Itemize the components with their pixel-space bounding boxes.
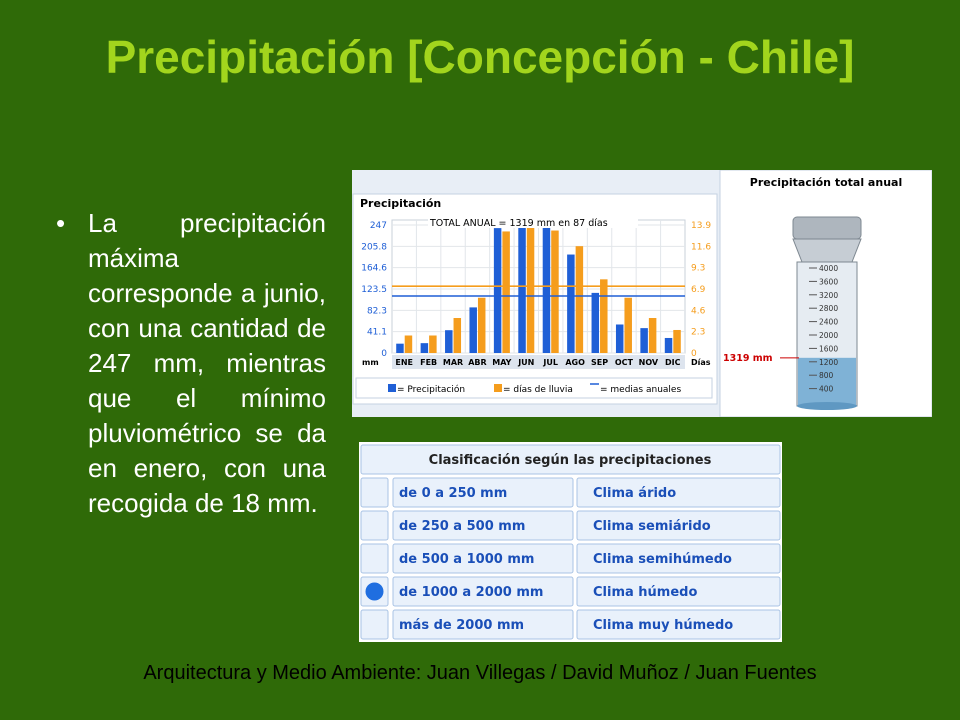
- class-climate-label: Clima húmedo: [593, 585, 698, 600]
- class-climate-label: Clima semiárido: [593, 519, 711, 534]
- legend-swatch-precip: [388, 384, 396, 392]
- category-tick-label: JUL: [543, 358, 558, 367]
- rain-days-bar: [454, 318, 462, 353]
- category-tick-label: ENE: [395, 358, 414, 367]
- category-tick-label: FEB: [420, 358, 438, 367]
- bullet-paragraph: [56, 206, 326, 521]
- y-right-tick-label: 13.9: [691, 221, 712, 231]
- gauge-tick-label: 2800: [819, 304, 839, 314]
- category-tick-label: SEP: [590, 358, 609, 367]
- y-left-tick-label: 41.1: [366, 327, 387, 338]
- class-header: Clasificación según las precipitaciones: [428, 453, 712, 468]
- legend-label-mean: = medias anuales: [600, 385, 682, 395]
- gauge-funnel: [793, 239, 861, 262]
- rain-days-bar: [502, 231, 510, 353]
- class-range-label: de 250 a 500 mm: [399, 519, 526, 534]
- classification-svg: [359, 442, 782, 642]
- gauge-tick-label: 3600: [819, 277, 839, 287]
- gauge-value-label: 1319 mm: [723, 352, 773, 364]
- y-right-tick-label: 9.3: [691, 263, 706, 274]
- y-left-tick-label: 82.3: [366, 306, 387, 317]
- x-left-unit-label: mm: [362, 358, 379, 367]
- class-marker-cell: [361, 544, 388, 573]
- y-right-tick-label: 4.6: [691, 306, 706, 317]
- y-left-tick-label: 247: [369, 221, 387, 231]
- precip-bar: [494, 228, 502, 353]
- precip-bar: [421, 343, 429, 353]
- class-range-label: de 500 a 1000 mm: [399, 552, 535, 567]
- category-tick-label: JUN: [518, 358, 535, 367]
- rain-days-bar: [551, 231, 559, 353]
- bullet-dot-icon: •: [56, 208, 66, 238]
- gauge-tick-label: 2400: [819, 317, 839, 327]
- gauge-title: Precipitación total anual: [749, 176, 903, 189]
- rain-days-bar: [429, 336, 437, 353]
- y-left-tick-label: 0: [381, 349, 387, 359]
- rain-days-bar: [673, 330, 681, 353]
- category-tick-label: ABR: [468, 358, 487, 367]
- gauge-tick-label: 1600: [819, 344, 839, 354]
- rain-days-bar: [527, 225, 535, 353]
- rain-days-bar: [405, 336, 413, 353]
- class-range-label: de 1000 a 2000 mm: [399, 585, 544, 600]
- gauge-tick-label: 1200: [819, 357, 839, 367]
- gauge-cap: [793, 217, 861, 239]
- category-tick-label: AGO: [565, 358, 585, 367]
- precip-bar: [567, 255, 575, 353]
- class-climate-label: Clima muy húmedo: [593, 618, 734, 633]
- precip-bar: [445, 330, 453, 353]
- rain-days-bar: [600, 279, 608, 353]
- gauge-tick-label: 800: [819, 371, 834, 381]
- precip-bar: [592, 293, 600, 353]
- precip-bar: [616, 324, 624, 353]
- class-marker-cell: [361, 478, 388, 507]
- y-left-tick-label: 123.5: [361, 285, 387, 295]
- y-right-tick-label: 0: [691, 349, 697, 359]
- precipitation-chart: [352, 170, 932, 417]
- precip-bar: [469, 307, 477, 353]
- chart-title: Precipitación: [360, 197, 442, 210]
- category-tick-label: NOV: [638, 358, 659, 367]
- class-marker-cell: [361, 511, 388, 540]
- legend-label-days: = días de lluvia: [503, 385, 573, 395]
- rain-days-bar: [576, 246, 584, 353]
- class-range-label: más de 2000 mm: [399, 618, 525, 633]
- y-left-tick-label: 164.6: [361, 263, 387, 274]
- category-tick-label: DIC: [665, 358, 681, 367]
- gauge-tick-label: 4000: [819, 264, 839, 273]
- rain-days-bar: [624, 298, 632, 353]
- category-tick-label: MAR: [442, 358, 464, 367]
- rain-days-bar: [478, 298, 486, 353]
- y-right-tick-label: 11.6: [691, 242, 712, 253]
- class-climate-label: Clima semihúmedo: [593, 552, 732, 567]
- class-range-label: de 0 a 250 mm: [399, 486, 508, 501]
- precip-bar: [665, 338, 673, 353]
- precip-bar: [396, 344, 404, 353]
- bullet-text: La precipitación máxima corresponde a junio, con una cantidad de 247 mm, mientras que el mínimo pluviométrico se da en enero, con una recogida de 18 mm.: [88, 208, 326, 518]
- class-climate-label: Clima árido: [593, 486, 677, 501]
- legend-label-precip: = Precipitación: [397, 385, 466, 395]
- precip-bar: [518, 225, 526, 353]
- gauge-base: [797, 402, 857, 410]
- classification-table: [359, 442, 782, 642]
- gauge-tick-label: 400: [819, 384, 834, 394]
- annual-total-annotation: TOTAL ANUAL = 1319 mm en 87 días: [430, 218, 608, 229]
- rain-days-bar: [649, 318, 657, 353]
- footer-credits: Arquitectura y Medio Ambiente: Juan Villegas / David Muñoz / Juan Fuentes: [143, 662, 817, 684]
- y-left-tick-label: 205.8: [361, 242, 387, 253]
- gauge-tick-label: 2000: [819, 331, 839, 340]
- category-tick-label: MAY: [492, 358, 512, 367]
- slide-title: Precipitación [Concepción - Chile]: [105, 31, 855, 83]
- precip-bar: [543, 226, 551, 353]
- category-tick-label: OCT: [614, 358, 634, 367]
- class-marker-cell: [361, 610, 388, 639]
- y-right-tick-label: 6.9: [691, 285, 706, 295]
- precipitation-chart-panel: [352, 170, 932, 417]
- precip-bar: [640, 328, 648, 353]
- x-right-unit-label: Días: [691, 358, 711, 367]
- legend-swatch-days: [494, 384, 502, 392]
- y-right-tick-label: 2.3: [691, 327, 706, 338]
- gauge-tick-label: 3200: [819, 290, 839, 300]
- selected-dot-icon: [366, 583, 384, 601]
